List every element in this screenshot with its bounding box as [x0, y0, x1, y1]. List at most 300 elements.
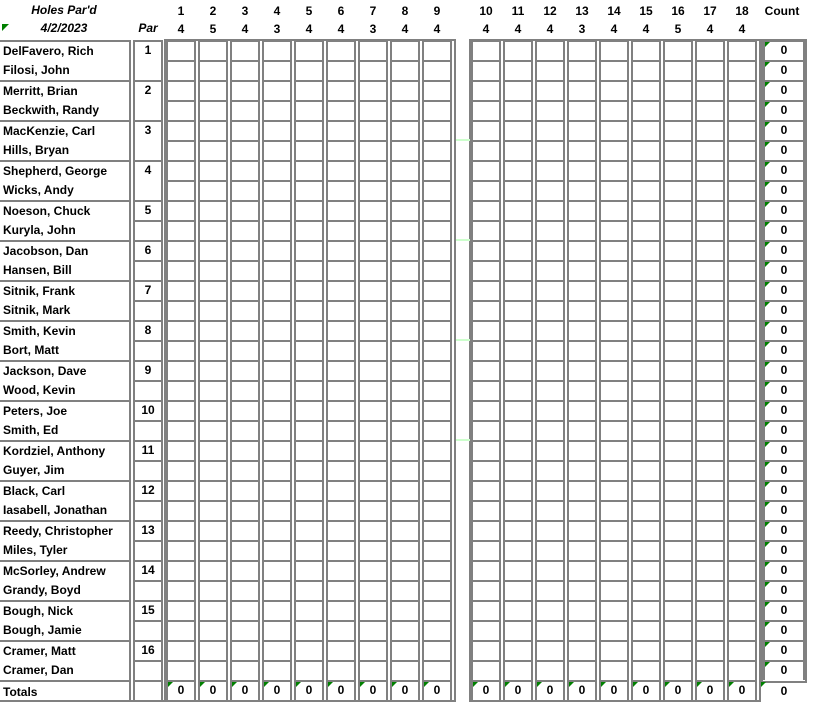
- score-cell[interactable]: [631, 560, 661, 580]
- score-cell[interactable]: [358, 380, 388, 400]
- score-cell[interactable]: [422, 540, 452, 560]
- score-cell[interactable]: [230, 560, 260, 580]
- score-cell[interactable]: [262, 200, 292, 220]
- score-cell[interactable]: [503, 200, 533, 220]
- score-cell[interactable]: [422, 320, 452, 340]
- score-cell[interactable]: [631, 660, 661, 680]
- score-cell[interactable]: [230, 40, 260, 60]
- score-cell[interactable]: [663, 180, 693, 200]
- score-cell[interactable]: [663, 480, 693, 500]
- score-cell[interactable]: [326, 480, 356, 500]
- score-cell[interactable]: [695, 160, 725, 180]
- group-number-cell[interactable]: 5: [133, 200, 163, 220]
- score-cell[interactable]: [471, 560, 501, 580]
- score-cell[interactable]: [599, 480, 629, 500]
- score-cell[interactable]: [503, 100, 533, 120]
- score-cell[interactable]: [695, 640, 725, 660]
- score-cell[interactable]: [599, 180, 629, 200]
- score-cell[interactable]: [326, 180, 356, 200]
- score-cell[interactable]: [535, 440, 565, 460]
- score-cell[interactable]: [262, 140, 292, 160]
- score-cell[interactable]: [503, 340, 533, 360]
- score-cell[interactable]: [262, 80, 292, 100]
- score-cell[interactable]: [503, 560, 533, 580]
- score-cell[interactable]: [198, 380, 228, 400]
- score-cell[interactable]: [727, 200, 757, 220]
- score-cell[interactable]: [198, 240, 228, 260]
- score-cell[interactable]: [358, 180, 388, 200]
- score-cell[interactable]: [166, 300, 196, 320]
- score-cell[interactable]: [326, 440, 356, 460]
- score-cell[interactable]: [663, 60, 693, 80]
- score-cell[interactable]: [422, 300, 452, 320]
- score-cell[interactable]: [358, 560, 388, 580]
- score-cell[interactable]: [535, 620, 565, 640]
- player-name-cell[interactable]: Sitnik, Mark: [3, 303, 71, 317]
- score-cell[interactable]: [727, 100, 757, 120]
- score-cell[interactable]: [471, 320, 501, 340]
- group-number-cell[interactable]: 4: [133, 160, 163, 200]
- score-cell[interactable]: [631, 460, 661, 480]
- score-cell[interactable]: [599, 100, 629, 120]
- score-cell[interactable]: [503, 300, 533, 320]
- score-cell[interactable]: [631, 440, 661, 460]
- score-cell[interactable]: [230, 660, 260, 680]
- score-cell[interactable]: [695, 120, 725, 140]
- score-cell[interactable]: [358, 360, 388, 380]
- row-count-cell[interactable]: 0: [763, 80, 805, 100]
- score-cell[interactable]: [262, 620, 292, 640]
- score-cell[interactable]: [503, 240, 533, 260]
- score-cell[interactable]: [230, 320, 260, 340]
- score-cell[interactable]: [198, 500, 228, 520]
- score-cell[interactable]: [230, 480, 260, 500]
- score-cell[interactable]: [294, 320, 324, 340]
- group-number-empty-cell[interactable]: [133, 340, 163, 360]
- row-count-cell[interactable]: 0: [763, 580, 805, 600]
- score-cell[interactable]: [390, 240, 420, 260]
- score-cell[interactable]: [727, 420, 757, 440]
- score-cell[interactable]: [326, 200, 356, 220]
- score-cell[interactable]: [471, 500, 501, 520]
- score-cell[interactable]: [294, 460, 324, 480]
- score-cell[interactable]: [230, 60, 260, 80]
- score-cell[interactable]: [599, 520, 629, 540]
- score-cell[interactable]: [262, 380, 292, 400]
- score-cell[interactable]: [390, 460, 420, 480]
- score-cell[interactable]: [503, 40, 533, 60]
- score-cell[interactable]: [599, 600, 629, 620]
- score-cell[interactable]: [727, 240, 757, 260]
- group-number-cell[interactable]: 10: [133, 400, 163, 420]
- score-cell[interactable]: [422, 180, 452, 200]
- score-cell[interactable]: [166, 100, 196, 120]
- score-cell[interactable]: [358, 580, 388, 600]
- score-cell[interactable]: [663, 260, 693, 280]
- score-cell[interactable]: [503, 660, 533, 680]
- score-cell[interactable]: [358, 400, 388, 420]
- score-cell[interactable]: [326, 240, 356, 260]
- score-cell[interactable]: [567, 40, 597, 60]
- score-cell[interactable]: [390, 300, 420, 320]
- score-cell[interactable]: [695, 520, 725, 540]
- player-name-cell[interactable]: Peters, Joe: [3, 404, 68, 418]
- score-cell[interactable]: [422, 260, 452, 280]
- score-cell[interactable]: [198, 520, 228, 540]
- score-cell[interactable]: [198, 320, 228, 340]
- row-count-cell[interactable]: 0: [763, 220, 805, 240]
- score-cell[interactable]: [166, 380, 196, 400]
- score-cell[interactable]: [262, 360, 292, 380]
- score-cell[interactable]: [262, 640, 292, 660]
- group-number-cell[interactable]: 13: [133, 520, 163, 540]
- score-cell[interactable]: [535, 160, 565, 180]
- score-cell[interactable]: [695, 40, 725, 60]
- score-cell[interactable]: [390, 440, 420, 460]
- score-cell[interactable]: [262, 580, 292, 600]
- score-cell[interactable]: [262, 420, 292, 440]
- row-count-cell[interactable]: 0: [763, 180, 805, 200]
- score-cell[interactable]: [503, 80, 533, 100]
- score-cell[interactable]: [294, 360, 324, 380]
- score-cell[interactable]: [358, 200, 388, 220]
- score-cell[interactable]: [390, 480, 420, 500]
- player-name-cell[interactable]: Miles, Tyler: [3, 543, 68, 557]
- score-cell[interactable]: [535, 420, 565, 440]
- score-cell[interactable]: [230, 600, 260, 620]
- score-cell[interactable]: [422, 220, 452, 240]
- score-cell[interactable]: [695, 220, 725, 240]
- group-number-empty-cell[interactable]: [133, 620, 163, 640]
- group-number-cell[interactable]: 11: [133, 440, 163, 460]
- score-cell[interactable]: [503, 360, 533, 380]
- score-cell[interactable]: [535, 400, 565, 420]
- score-cell[interactable]: [198, 420, 228, 440]
- score-cell[interactable]: [567, 460, 597, 480]
- score-cell[interactable]: [727, 660, 757, 680]
- player-name-cell[interactable]: Wood, Kevin: [3, 383, 76, 397]
- score-cell[interactable]: [262, 180, 292, 200]
- score-cell[interactable]: [390, 380, 420, 400]
- score-cell[interactable]: [358, 300, 388, 320]
- score-cell[interactable]: [727, 40, 757, 60]
- score-cell[interactable]: [422, 580, 452, 600]
- score-cell[interactable]: [503, 620, 533, 640]
- score-cell[interactable]: [422, 80, 452, 100]
- score-cell[interactable]: [262, 40, 292, 60]
- score-cell[interactable]: [727, 260, 757, 280]
- group-number-cell[interactable]: 8: [133, 320, 163, 340]
- score-cell[interactable]: [535, 280, 565, 300]
- score-cell[interactable]: [471, 80, 501, 100]
- score-cell[interactable]: [294, 500, 324, 520]
- player-name-cell[interactable]: Smith, Kevin: [3, 324, 76, 338]
- score-cell[interactable]: [358, 120, 388, 140]
- score-cell[interactable]: [166, 620, 196, 640]
- player-name-cell[interactable]: Bough, Nick: [3, 604, 74, 618]
- score-cell[interactable]: [326, 160, 356, 180]
- score-cell[interactable]: [326, 560, 356, 580]
- score-cell[interactable]: [166, 160, 196, 180]
- score-cell[interactable]: [294, 440, 324, 460]
- score-cell[interactable]: [503, 140, 533, 160]
- score-cell[interactable]: [262, 540, 292, 560]
- score-cell[interactable]: [358, 80, 388, 100]
- score-cell[interactable]: [535, 260, 565, 280]
- player-name-cell[interactable]: Cramer, Dan: [3, 663, 74, 677]
- score-cell[interactable]: [471, 400, 501, 420]
- score-cell[interactable]: [358, 600, 388, 620]
- row-count-cell[interactable]: 0: [763, 500, 805, 520]
- score-cell[interactable]: [326, 220, 356, 240]
- score-cell[interactable]: [503, 120, 533, 140]
- score-cell[interactable]: [503, 60, 533, 80]
- score-cell[interactable]: [166, 660, 196, 680]
- score-cell[interactable]: [663, 600, 693, 620]
- score-cell[interactable]: [599, 460, 629, 480]
- score-cell[interactable]: [695, 440, 725, 460]
- score-cell[interactable]: [535, 660, 565, 680]
- score-cell[interactable]: [262, 240, 292, 260]
- score-cell[interactable]: [599, 360, 629, 380]
- score-cell[interactable]: [535, 520, 565, 540]
- score-cell[interactable]: [727, 120, 757, 140]
- score-cell[interactable]: [599, 400, 629, 420]
- score-cell[interactable]: [422, 240, 452, 260]
- score-cell[interactable]: [663, 320, 693, 340]
- score-cell[interactable]: [631, 380, 661, 400]
- score-cell[interactable]: [727, 180, 757, 200]
- score-cell[interactable]: [390, 220, 420, 240]
- score-cell[interactable]: [358, 440, 388, 460]
- score-cell[interactable]: [166, 440, 196, 460]
- score-cell[interactable]: [294, 660, 324, 680]
- score-cell[interactable]: [695, 280, 725, 300]
- score-cell[interactable]: [390, 420, 420, 440]
- score-cell[interactable]: [294, 100, 324, 120]
- score-cell[interactable]: [567, 220, 597, 240]
- score-cell[interactable]: [358, 660, 388, 680]
- score-cell[interactable]: [567, 580, 597, 600]
- score-cell[interactable]: [567, 180, 597, 200]
- score-cell[interactable]: [599, 260, 629, 280]
- score-cell[interactable]: [294, 540, 324, 560]
- score-cell[interactable]: [503, 400, 533, 420]
- score-cell[interactable]: [358, 140, 388, 160]
- row-count-cell[interactable]: 0: [763, 280, 805, 300]
- score-cell[interactable]: [599, 340, 629, 360]
- score-cell[interactable]: [663, 280, 693, 300]
- score-cell[interactable]: [326, 620, 356, 640]
- score-cell[interactable]: [326, 140, 356, 160]
- score-cell[interactable]: [567, 500, 597, 520]
- score-cell[interactable]: [535, 80, 565, 100]
- score-cell[interactable]: [695, 580, 725, 600]
- score-cell[interactable]: [390, 640, 420, 660]
- score-cell[interactable]: [631, 360, 661, 380]
- score-cell[interactable]: [695, 260, 725, 280]
- player-name-cell[interactable]: Grandy, Boyd: [3, 583, 81, 597]
- score-cell[interactable]: [599, 580, 629, 600]
- score-cell[interactable]: [663, 340, 693, 360]
- score-cell[interactable]: [358, 60, 388, 80]
- score-cell[interactable]: [326, 40, 356, 60]
- player-name-cell[interactable]: Hansen, Bill: [3, 263, 72, 277]
- score-cell[interactable]: [326, 360, 356, 380]
- score-cell[interactable]: [198, 540, 228, 560]
- score-cell[interactable]: [471, 280, 501, 300]
- score-cell[interactable]: [503, 460, 533, 480]
- score-cell[interactable]: [294, 40, 324, 60]
- score-cell[interactable]: [262, 500, 292, 520]
- score-cell[interactable]: [294, 380, 324, 400]
- score-cell[interactable]: [294, 60, 324, 80]
- score-cell[interactable]: [663, 100, 693, 120]
- score-cell[interactable]: [390, 620, 420, 640]
- score-cell[interactable]: [727, 300, 757, 320]
- score-cell[interactable]: [567, 340, 597, 360]
- score-cell[interactable]: [503, 320, 533, 340]
- score-cell[interactable]: [599, 40, 629, 60]
- score-cell[interactable]: [198, 160, 228, 180]
- score-cell[interactable]: [422, 200, 452, 220]
- score-cell[interactable]: [695, 380, 725, 400]
- row-count-cell[interactable]: 0: [763, 480, 805, 500]
- score-cell[interactable]: [166, 120, 196, 140]
- score-cell[interactable]: [198, 200, 228, 220]
- score-cell[interactable]: [503, 420, 533, 440]
- score-cell[interactable]: [294, 260, 324, 280]
- score-cell[interactable]: [503, 260, 533, 280]
- score-cell[interactable]: [567, 320, 597, 340]
- score-cell[interactable]: [631, 40, 661, 60]
- row-count-cell[interactable]: 0: [763, 120, 805, 140]
- score-cell[interactable]: [294, 220, 324, 240]
- score-cell[interactable]: [535, 580, 565, 600]
- score-cell[interactable]: [262, 560, 292, 580]
- player-name-cell[interactable]: Hills, Bryan: [3, 143, 70, 157]
- score-cell[interactable]: [230, 260, 260, 280]
- score-cell[interactable]: [695, 540, 725, 560]
- score-cell[interactable]: [567, 60, 597, 80]
- score-cell[interactable]: [166, 320, 196, 340]
- score-cell[interactable]: [390, 60, 420, 80]
- score-cell[interactable]: [663, 560, 693, 580]
- score-cell[interactable]: [358, 160, 388, 180]
- score-cell[interactable]: [663, 40, 693, 60]
- score-cell[interactable]: [358, 320, 388, 340]
- score-cell[interactable]: [631, 280, 661, 300]
- score-cell[interactable]: [695, 140, 725, 160]
- score-cell[interactable]: [166, 420, 196, 440]
- row-count-cell[interactable]: 0: [763, 360, 805, 380]
- score-cell[interactable]: [471, 180, 501, 200]
- score-cell[interactable]: [390, 360, 420, 380]
- score-cell[interactable]: [166, 80, 196, 100]
- player-name-cell[interactable]: MacKenzie, Carl: [3, 124, 96, 138]
- player-name-cell[interactable]: Merritt, Brian: [3, 84, 78, 98]
- score-cell[interactable]: [599, 120, 629, 140]
- row-count-cell[interactable]: 0: [763, 600, 805, 620]
- score-cell[interactable]: [326, 420, 356, 440]
- score-cell[interactable]: [567, 660, 597, 680]
- score-cell[interactable]: [471, 540, 501, 560]
- score-cell[interactable]: [535, 180, 565, 200]
- score-cell[interactable]: [358, 280, 388, 300]
- score-cell[interactable]: [535, 40, 565, 60]
- score-cell[interactable]: [471, 600, 501, 620]
- score-cell[interactable]: [230, 220, 260, 240]
- row-count-cell[interactable]: 0: [763, 100, 805, 120]
- score-cell[interactable]: [535, 460, 565, 480]
- score-cell[interactable]: [503, 440, 533, 460]
- score-cell[interactable]: [230, 420, 260, 440]
- score-cell[interactable]: [390, 320, 420, 340]
- score-cell[interactable]: [599, 160, 629, 180]
- score-cell[interactable]: [663, 500, 693, 520]
- score-cell[interactable]: [695, 400, 725, 420]
- group-number-empty-cell[interactable]: [133, 260, 163, 280]
- score-cell[interactable]: [567, 640, 597, 660]
- score-cell[interactable]: [631, 180, 661, 200]
- group-number-empty-cell[interactable]: [133, 220, 163, 240]
- score-cell[interactable]: [294, 400, 324, 420]
- score-cell[interactable]: [166, 140, 196, 160]
- score-cell[interactable]: [326, 100, 356, 120]
- score-cell[interactable]: [390, 600, 420, 620]
- score-cell[interactable]: [567, 560, 597, 580]
- score-cell[interactable]: [422, 600, 452, 620]
- score-cell[interactable]: [599, 320, 629, 340]
- player-name-cell[interactable]: Shepherd, George: [3, 164, 108, 178]
- score-cell[interactable]: [262, 320, 292, 340]
- score-cell[interactable]: [198, 600, 228, 620]
- score-cell[interactable]: [695, 60, 725, 80]
- score-cell[interactable]: [695, 600, 725, 620]
- score-cell[interactable]: [503, 280, 533, 300]
- score-cell[interactable]: [198, 220, 228, 240]
- score-cell[interactable]: [471, 240, 501, 260]
- score-cell[interactable]: [471, 160, 501, 180]
- score-cell[interactable]: [663, 140, 693, 160]
- score-cell[interactable]: [390, 500, 420, 520]
- score-cell[interactable]: [663, 580, 693, 600]
- score-cell[interactable]: [422, 420, 452, 440]
- score-cell[interactable]: [390, 100, 420, 120]
- score-cell[interactable]: [663, 660, 693, 680]
- score-cell[interactable]: [358, 100, 388, 120]
- score-cell[interactable]: [262, 660, 292, 680]
- score-cell[interactable]: [567, 260, 597, 280]
- score-cell[interactable]: [535, 360, 565, 380]
- group-number-cell[interactable]: 7: [133, 280, 163, 300]
- player-name-cell[interactable]: Black, Carl: [3, 484, 66, 498]
- score-cell[interactable]: [727, 460, 757, 480]
- score-cell[interactable]: [471, 660, 501, 680]
- group-number-empty-cell[interactable]: [133, 540, 163, 560]
- score-cell[interactable]: [294, 480, 324, 500]
- score-cell[interactable]: [727, 620, 757, 640]
- score-cell[interactable]: [535, 340, 565, 360]
- score-cell[interactable]: [262, 220, 292, 240]
- score-cell[interactable]: [422, 280, 452, 300]
- score-cell[interactable]: [230, 100, 260, 120]
- group-number-cell[interactable]: 1: [133, 40, 163, 80]
- score-cell[interactable]: [262, 600, 292, 620]
- group-number-empty-cell[interactable]: [133, 420, 163, 440]
- score-cell[interactable]: [695, 560, 725, 580]
- score-cell[interactable]: [326, 380, 356, 400]
